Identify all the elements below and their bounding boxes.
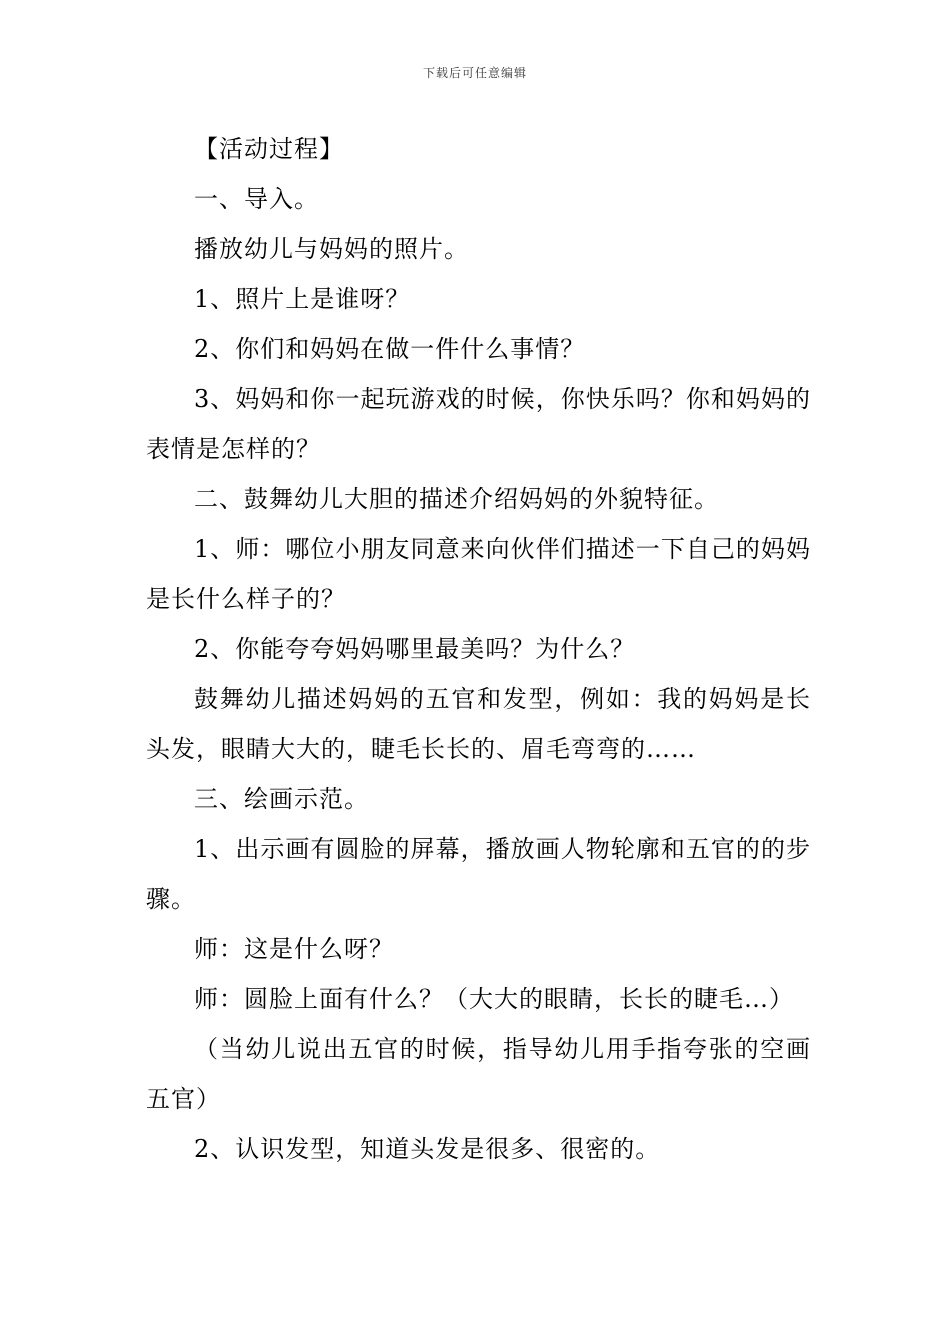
section-heading-activity-process: 【活动过程】 [194,135,344,163]
page-header-note: 下载后可任意编辑 [422,66,527,80]
step-item: 2、认识发型，知道头发是很多、很密的。 [194,1135,661,1163]
paragraph: 鼓舞幼儿描述妈妈的五官和发型，例如：我的妈妈是长头发，眼睛大大的，睫毛长长的、眉毛弯弯的…… [146,685,811,763]
question-item: 2、你们和妈妈在做一件什么事情？ [194,335,586,363]
question-item: 3、妈妈和你一起玩游戏的时候，你快乐吗？你和妈妈的表情是怎样的？ [146,385,811,463]
question-item: 1、照片上是谁呀？ [194,285,411,313]
dialogue-line: 师：这是什么呀？ [194,935,394,963]
section-heading-intro: 一、导入。 [194,185,319,213]
question-item: 1、师：哪位小朋友同意来向伙伴们描述一下自己的妈妈是长什么样子的？ [146,535,811,613]
section-heading-drawing-demo: 三、绘画示范。 [194,785,369,813]
section-heading-describe-mother: 二、鼓舞幼儿大胆的描述介绍妈妈的外貌特征。 [194,485,719,513]
document-body [146,124,811,1174]
step-item: 1、出示画有圆脸的屏幕，播放画人物轮廓和五官的的步骤。 [146,835,811,913]
question-item: 2、你能夸夸妈妈哪里最美吗？为什么？ [194,635,636,663]
instruction-note: （当幼儿说出五官的时候，指导幼儿用手指夸张的空画五官） [146,1035,811,1113]
paragraph: 播放幼儿与妈妈的照片。 [194,235,469,263]
dialogue-line: 师：圆脸上面有什么？（大大的眼睛，长长的睫毛…） [194,985,794,1013]
